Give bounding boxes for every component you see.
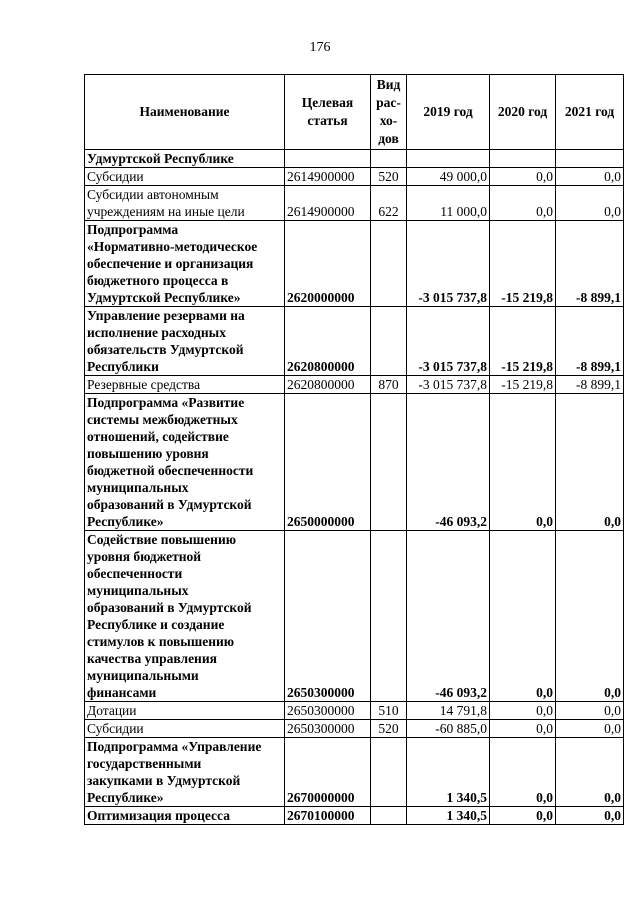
cell-2019: 11 000,0 (407, 186, 490, 221)
column-header-kind: Вид рас- хо- дов (371, 75, 407, 150)
cell-2021: 0,0 (556, 702, 624, 720)
cell-2019: -3 015 737,8 (407, 376, 490, 394)
cell-2019 (407, 150, 490, 168)
column-header-code: Целевая статья (285, 75, 371, 150)
table-row (85, 394, 624, 531)
cell-name: Удмуртской Республике (85, 150, 285, 168)
cell-kind (371, 221, 407, 307)
cell-name: Субсидии (85, 720, 285, 738)
cell-2020: 0,0 (490, 168, 556, 186)
cell-2021: 0,0 (556, 720, 624, 738)
column-header-2021: 2021 год (556, 75, 624, 150)
cell-2019: 1 340,5 (407, 807, 490, 825)
cell-2020: -15 219,8 (490, 376, 556, 394)
cell-kind: 870 (371, 376, 407, 394)
cell-code: 2670100000 (285, 807, 371, 825)
cell-name: Подпрограмма «Нормативно-методическое обеспечение и организация бюджетного процесса в Удмуртской Республике» (85, 221, 285, 307)
cell-2021: 0,0 (556, 394, 624, 531)
cell-2019: -3 015 737,8 (407, 307, 490, 376)
cell-kind: 520 (371, 720, 407, 738)
cell-2019: -3 015 737,8 (407, 221, 490, 307)
cell-2020 (490, 150, 556, 168)
cell-code: 2650300000 (285, 702, 371, 720)
column-header-2019: 2019 год (407, 75, 490, 150)
cell-2019: -46 093,2 (407, 531, 490, 702)
cell-code: 2614900000 (285, 168, 371, 186)
cell-kind (371, 150, 407, 168)
cell-kind (371, 531, 407, 702)
cell-2019: -46 093,2 (407, 394, 490, 531)
cell-code: 2620000000 (285, 221, 371, 307)
cell-kind (371, 394, 407, 531)
table-row (85, 738, 624, 807)
budget-table (84, 74, 624, 825)
cell-name: Управление резервами на исполнение расходных обязательств Удмуртской Республики (85, 307, 285, 376)
cell-kind: 622 (371, 186, 407, 221)
cell-2020: -15 219,8 (490, 221, 556, 307)
cell-2021: 0,0 (556, 807, 624, 825)
table-row (85, 702, 624, 720)
table-row (85, 807, 624, 825)
table-header-row (85, 75, 624, 150)
cell-2020: 0,0 (490, 394, 556, 531)
cell-2020: 0,0 (490, 720, 556, 738)
cell-name: Оптимизация процесса (85, 807, 285, 825)
table-row (85, 221, 624, 307)
cell-2019: -60 885,0 (407, 720, 490, 738)
cell-code: 2650300000 (285, 720, 371, 738)
cell-name: Подпрограмма «Управление государственными закупками в Удмуртской Республике» (85, 738, 285, 807)
table-row (85, 307, 624, 376)
cell-2020: 0,0 (490, 186, 556, 221)
cell-code: 2650300000 (285, 531, 371, 702)
cell-kind (371, 307, 407, 376)
cell-2019: 14 791,8 (407, 702, 490, 720)
cell-code: 2670000000 (285, 738, 371, 807)
table-row (85, 168, 624, 186)
cell-name: Подпрограмма «Развитие системы межбюджетных отношений, содействие повышению уровня бюджетной обеспеченности муниципальных образований в Удмуртской Республике» (85, 394, 285, 531)
cell-code: 2620800000 (285, 307, 371, 376)
cell-name: Содействие повышению уровня бюджетной обеспеченности муниципальных образований в Удмуртской Республике и создание стимулов к повышению качества управления муниципальными финансами (85, 531, 285, 702)
cell-code (285, 150, 371, 168)
cell-2019: 49 000,0 (407, 168, 490, 186)
cell-2021: -8 899,1 (556, 376, 624, 394)
cell-kind: 510 (371, 702, 407, 720)
cell-code: 2620800000 (285, 376, 371, 394)
cell-2020: 0,0 (490, 702, 556, 720)
cell-name: Субсидии (85, 168, 285, 186)
cell-name: Субсидии автономным учреждениям на иные цели (85, 186, 285, 221)
cell-2021: 0,0 (556, 738, 624, 807)
cell-kind (371, 807, 407, 825)
cell-kind (371, 738, 407, 807)
table-row (85, 720, 624, 738)
cell-2021 (556, 150, 624, 168)
table-row (85, 376, 624, 394)
cell-2020: -15 219,8 (490, 307, 556, 376)
cell-name: Дотации (85, 702, 285, 720)
cell-kind: 520 (371, 168, 407, 186)
table-row (85, 150, 624, 168)
column-header-name: Наименование (85, 75, 285, 150)
cell-code: 2650000000 (285, 394, 371, 531)
column-header-2020: 2020 год (490, 75, 556, 150)
page-number: 176 (309, 40, 331, 55)
table-body (85, 150, 624, 825)
cell-2020: 0,0 (490, 807, 556, 825)
cell-2021: -8 899,1 (556, 221, 624, 307)
cell-2020: 0,0 (490, 738, 556, 807)
cell-name: Резервные средства (85, 376, 285, 394)
table-row (85, 531, 624, 702)
cell-2021: 0,0 (556, 531, 624, 702)
cell-2021: -8 899,1 (556, 307, 624, 376)
table-row (85, 186, 624, 221)
cell-2021: 0,0 (556, 168, 624, 186)
cell-2019: 1 340,5 (407, 738, 490, 807)
cell-code: 2614900000 (285, 186, 371, 221)
cell-2020: 0,0 (490, 531, 556, 702)
cell-2021: 0,0 (556, 186, 624, 221)
